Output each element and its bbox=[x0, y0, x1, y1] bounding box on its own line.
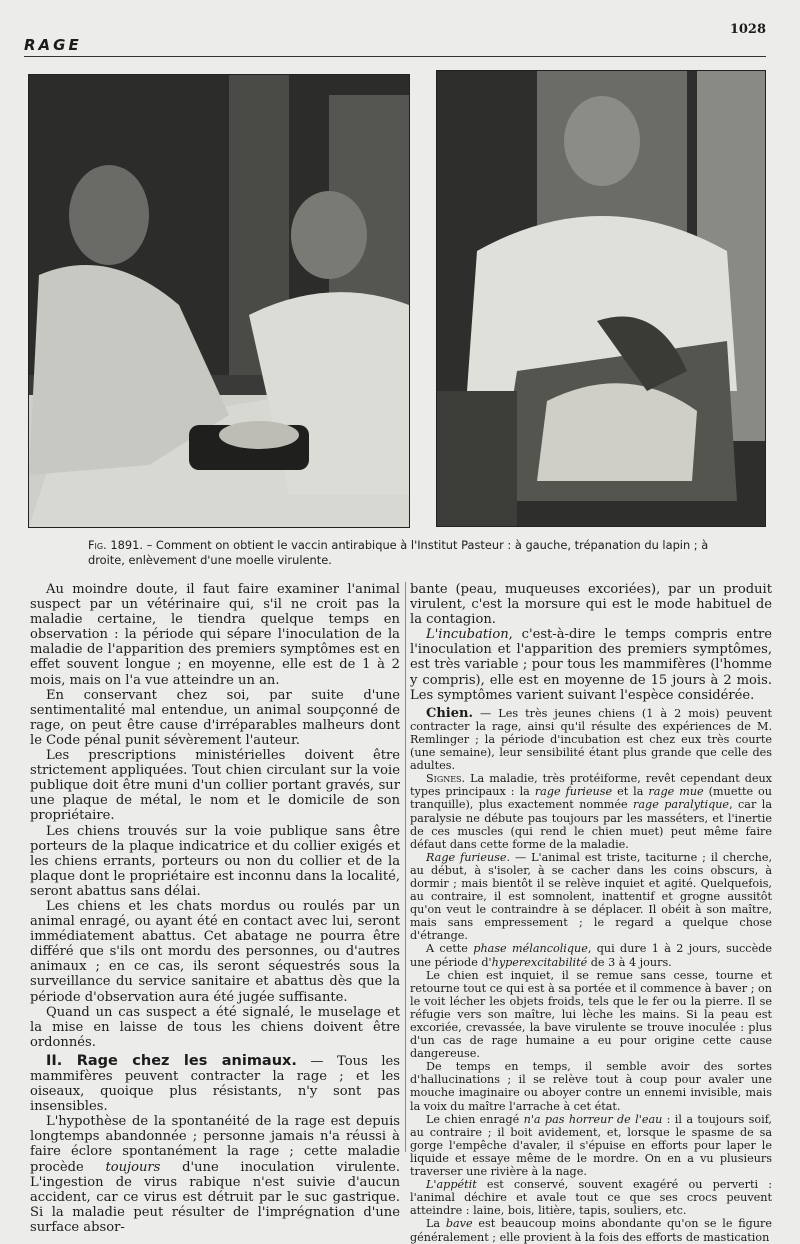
section-paragraph bbox=[30, 1054, 400, 1114]
right-column bbox=[410, 582, 772, 1244]
emphasis: L'appétit bbox=[426, 1178, 477, 1192]
paragraph: De temps en temps, il semble avoir des sortes d'hallucinations ; il se relève tout à coup pour avaler une mouche imaginaire ou aboyer contre un ennemi invisible, mais la voix du maître l'arrache à cet état. bbox=[410, 1060, 772, 1113]
paragraph bbox=[410, 1178, 772, 1217]
subheading: Signes. bbox=[426, 772, 466, 786]
emphasis: phase mélancolique bbox=[473, 942, 588, 956]
paragraph bbox=[30, 1114, 400, 1235]
paragraph: Les chiens et les chats mordus ou roulés par un animal enragé, ou ayant été en contact avec lui, seront immédiatement abattus. Cet abatage ne pourra être différé que s'ils ont mordu des personnes, ou d'autres animaux ; en ce cas, ils seront séquestrés sous la surveillance du service sanitaire et abattus dès que la période d'observation aura été jugée suffisante. bbox=[30, 898, 400, 1005]
text-run: , car la paralysie ne débute pas toujours par les masséters, et l'inertie de ces muscles (qui rend le chien muet) peut même faire défaut dans cette forme de la maladie. bbox=[410, 798, 772, 851]
section-text: — Tous les mammifères peuvent contracter la rage ; et les oiseaux, quoique plus résistants, n'y sont pas insensibles. bbox=[30, 1053, 400, 1115]
emphasis: bave bbox=[445, 1217, 473, 1231]
emphasis: rage mue bbox=[648, 785, 704, 799]
left-column bbox=[30, 582, 400, 1235]
emphasis: toujours bbox=[105, 1159, 161, 1175]
emphasis: Rage furieuse. bbox=[426, 850, 511, 864]
paragraph: Le chien est inquiet, il se remue sans cesse, tourne et retourne tout ce qui est à sa portée et il commence à baver ; on le voit lécher les objets froids, tels que le fer ou la pierre. Il se réfugie vers son maître, lui lèche les mains. Si la peau est excoriée, crevassée, la bave virulente se trouve inoculée : plus d'un cas de rage humaine a eu pour origine cette cause dangereuse. bbox=[410, 968, 772, 1061]
text-run: est conservé, souvent exagéré ou perverti : l'animal déchire et avale tout ce que ses crocs peuvent atteindre : laine, bois, litière, tapis, souliers, etc. bbox=[410, 1178, 772, 1218]
photo-spinal-cord-extraction bbox=[436, 70, 766, 527]
paragraph bbox=[410, 942, 772, 968]
paragraph: bante (peau, muqueuses excoriées), par un produit virulent, c'est la morsure qui est le mode habituel de la contagion. bbox=[410, 582, 772, 628]
text-run: A cette bbox=[426, 942, 474, 956]
text-run: est beaucoup moins abondante qu'on se le figure généralement ; elle provient à la fois des efforts de mastication bbox=[410, 1217, 772, 1244]
emphasis: L'incubation bbox=[426, 627, 509, 643]
text-run: : il a toujours soif, au contraire ; il boit avidement, et, lorsque le spasme de sa gorge l'empêche d'avaler, il s'épuise en efforts pour laper le liquide et essaye même de le mordre. On en a vu plusieurs traverser une rivière à la nage. bbox=[410, 1112, 772, 1179]
emphasis: n'a pas horreur de l'eau bbox=[523, 1112, 663, 1126]
figure-caption-text: – Comment on obtient le vaccin antirabique à l'Institut Pasteur : à gauche, trépanation du lapin ; à droite, enlèvement d'une moelle virulente. bbox=[88, 538, 709, 567]
paragraph: Les chiens trouvés sur la voie publique sans être porteurs de la plaque indicatrice et du collier exigés et les chiens errants, porteurs ou non du collier et de la plaque dont le propriétaire est inconnu dans la localité, seront abattus sans délai. bbox=[30, 823, 400, 899]
paragraph bbox=[410, 627, 772, 702]
paragraph: Au moindre doute, il faut faire examiner l'animal suspect par un vétérinaire qui, s'il ne croit pas la maladie certaine, le tiendra quelque temps en observation : la période qui sépare l'inoculation de la maladie de l'apparition des premiers symptômes est en effet souvent longue ; en moyenne, elle est de 1 à 2 mois, mais on l'a vue atteindre un an. bbox=[30, 582, 400, 688]
paragraph bbox=[410, 1113, 772, 1178]
text-run: , qui dure 1 à 2 jours, succède une période d' bbox=[410, 942, 772, 969]
text-run: et la bbox=[612, 785, 649, 799]
paragraph: Quand un cas suspect a été signalé, le muselage et la mise en laisse de tous les chiens doivent être ordonnés. bbox=[30, 1004, 400, 1050]
text-run: d'une inoculation virulente. L'ingestion de virus rabique n'est suivie d'aucun accident, car ce virus est détruit par le suc gastrique. Si la maladie peut résulter de l'imprégnation d'une surface absor- bbox=[30, 1159, 401, 1235]
emphasis: rage paralytique bbox=[633, 798, 730, 812]
figure-label: Fig. 1891. bbox=[88, 538, 143, 552]
text-run: (muette ou tranquille), plus exactement nommée bbox=[410, 785, 772, 812]
text-run: Le chien enragé bbox=[426, 1112, 524, 1126]
header-rule bbox=[24, 56, 766, 57]
paragraph: Les prescriptions ministérielles doivent être strictement appliquées. Tout chien circulant sur la voie publique doit être muni d'un collier portant gravés, sur une plaque de métal, le nom et le domicile de son propriétaire. bbox=[30, 748, 400, 824]
text-run: — L'animal est triste, taciturne ; il cherche, au début, à s'isoler, à se cacher dans les coins obscurs, à dormir ; mais bientôt il se relève inquiet et agité. Quelquefois, au contraire, il est somnolent, inattentif et grogne aussitôt qu'on veut le contraindre à se déplacer. Il obéit à son maître, mais sans empressement ; le regard a quelque chose d'étrange. bbox=[410, 850, 772, 943]
photo-rabbit-trepanation bbox=[28, 74, 410, 528]
paragraph-chien bbox=[410, 707, 772, 772]
text-run: L'hypothèse de la spontanéité de la rage est depuis longtemps abandonnée ; personne jamais n'a réussi à faire éclore spontanément la rage ; cette maladie procède bbox=[30, 1114, 400, 1175]
text-run: de 3 à 4 jours. bbox=[587, 955, 672, 969]
paragraph bbox=[410, 1217, 772, 1243]
page-number: 1028 bbox=[729, 22, 766, 37]
paragraph: En conservant chez soi, par suite d'une sentimentalité mal entendue, un animal soupçonné de rage, on peut être cause d'irréparables malheurs dont le Code pénal punit sévèrement l'auteur. bbox=[30, 687, 400, 748]
figure-caption bbox=[88, 538, 728, 568]
column-divider bbox=[405, 582, 406, 1152]
text-run: La bbox=[426, 1217, 446, 1231]
text-run: — Les très jeunes chiens (1 à 2 mois) peuvent contracter la rage, ainsi qu'il résulte des expériences de M. Remlinger ; la période d'incubation est chez eux très courte (une semaine), leur sensibilité étant plus grande que celle des adultes. bbox=[410, 706, 772, 773]
text-run: La maladie, très protéiforme, revêt cependant deux types principaux : la bbox=[410, 772, 772, 799]
running-header-title: RAGE bbox=[24, 36, 82, 54]
emphasis: rage furieuse bbox=[534, 785, 613, 799]
emphasis: hyperexcitabilité bbox=[491, 955, 588, 969]
subheading: Chien. bbox=[426, 705, 473, 721]
paragraph-furieuse bbox=[410, 851, 772, 943]
text-run: , c'est-à-dire le temps compris entre l'inoculation et l'apparition des premiers symptômes, est très variable ; pour tous les mammifères (l'homme y compris), elle est en moyenne de 15 jours à 2 mois. Les symptômes varient suivant l'espèce considérée. bbox=[410, 627, 772, 703]
section-heading: II. Rage chez les animaux. bbox=[46, 1052, 297, 1069]
paragraph-signes bbox=[410, 772, 772, 851]
